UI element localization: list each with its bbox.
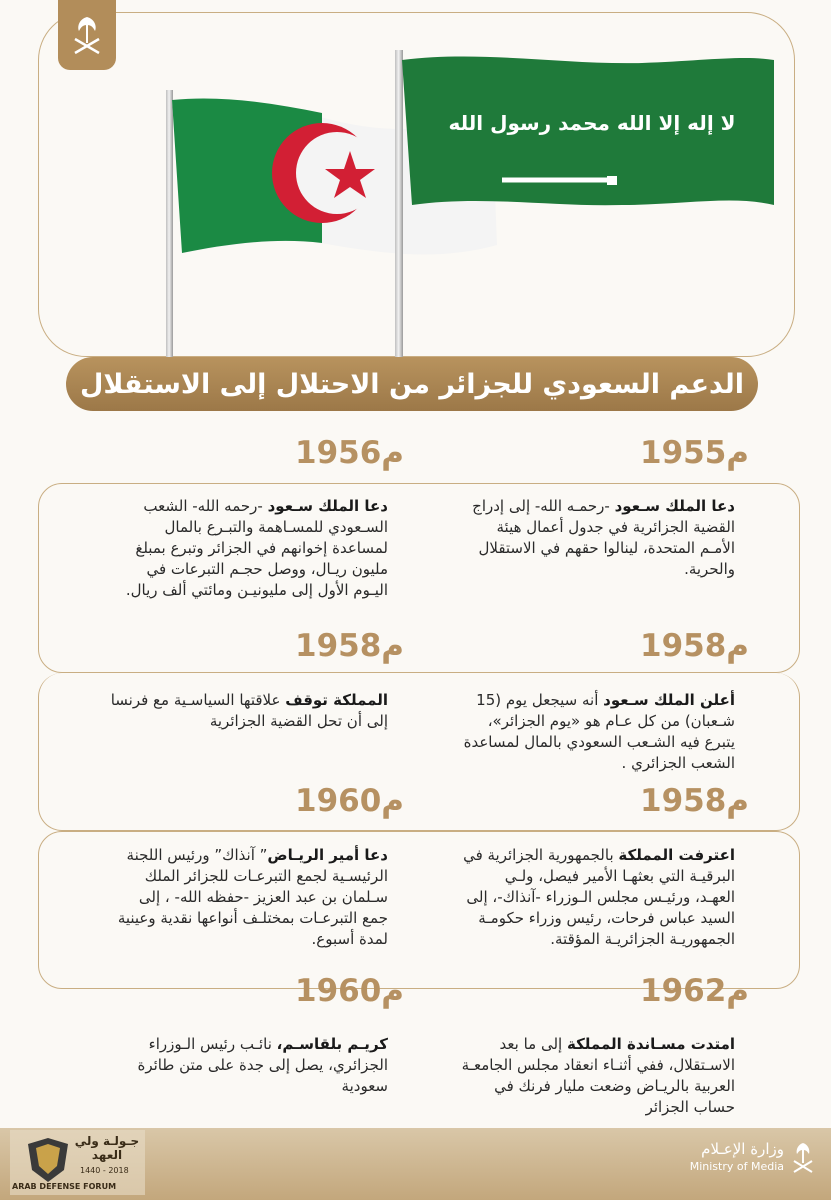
year-1958c: 1958م (640, 783, 750, 819)
entry-1962 (460, 1034, 735, 1118)
saudi-flag-shahada: لا إله إلا الله محمد رسول الله (448, 111, 736, 135)
year-1958a: 1958م (640, 628, 750, 664)
entry-1960a (110, 845, 388, 950)
entry-lead: امتدت مسـاندة المملكة (566, 1035, 735, 1053)
ministry-name-en: Ministry of Media (689, 1160, 784, 1173)
page-title: الدعم السعودي للجزائر من الاحتلال إلى الاستقلال (66, 357, 758, 411)
entry-1958b (110, 690, 388, 732)
entry-1956 (110, 496, 388, 601)
entry-lead: أعلن الملك سـعود (603, 691, 735, 709)
year-1958b: 1958م (295, 628, 405, 664)
entry-lead: دعا الملك سـعود (267, 497, 388, 515)
entry-text: نائـب رئيس الـوزراء الجزائري، يصل إلى جدة على متن طائرة سعودية (137, 1035, 388, 1095)
saudi-flag-icon (402, 55, 777, 215)
year-1960b: 1960م (295, 973, 405, 1009)
year-1956: 1956م (295, 435, 405, 471)
ministry-name-ar: وزارة الإعـلام (701, 1140, 784, 1158)
ministry-emblem-icon (790, 1141, 816, 1175)
entry-1955 (460, 496, 735, 580)
entry-text: -رحمه الله- الشعب السـعودي للمسـاهمة والتبـرع بالمال لمساعدة إخوانهم في الجزائر وتبرع بمبلغ مليون ريـال، ووصل حجـم التبرعات في اليـوم الأول إلى مليونيـن ومائتي ألف ريال. (125, 497, 388, 599)
entry-1960b (110, 1034, 388, 1097)
entry-lead: اعترفت المملكة (618, 846, 735, 864)
entry-1958c (460, 845, 735, 950)
entry-1958a (460, 690, 735, 774)
watermark-years: 1440 - 2018 (80, 1166, 129, 1175)
entry-lead: دعا أمير الريـاض (267, 846, 388, 864)
year-1955: 1955م (640, 435, 750, 471)
entry-lead: دعا الملك سـعود (614, 497, 735, 515)
entry-lead: المملكة توقف (285, 691, 388, 709)
year-1960a: 1960م (295, 783, 405, 819)
entry-lead: كريـم بلقاسـم، (276, 1035, 388, 1053)
watermark-title: جـولـة ولي العهد (74, 1134, 140, 1162)
watermark-logo (10, 1130, 145, 1195)
entry-text: -رحمـه الله- إلى إدراج القضية الجزائرية في جدول أعمال هيئة الأمـم المتحدة، لينالوا حقهم في الاستقلال والحرية. (472, 497, 735, 578)
entry-text: أنه سيجعل يوم (15 شـعبان) من كل عـام هو «يوم الجزائر»، يتبرع فيه الشـعب السعودي بالمال لمساعدة الشعب الجزائري . (463, 691, 735, 772)
entry-text: إلى ما بعد الاسـتقلال، ففي أثنـاء انعقاد مجلس الجامعـة العربية بالريـاض وضعت مليار فرنك في حساب الجزائر (461, 1035, 735, 1116)
entry-text: علاقتها السياسـية مع فرنسا إلى أن تحل القضية الجزائرية (110, 691, 388, 730)
watermark-forum: ARAB DEFENSE FORUM (12, 1182, 117, 1191)
ministry-logo (690, 1140, 816, 1176)
year-1962: 1962م (640, 973, 750, 1009)
saudi-emblem-icon (58, 0, 116, 70)
entry-text: بالجمهورية الجزائرية في البرقيـة التي بعثهـا الأمير فيصل، ولـي العهـد، ورئيـس مجلس الـوزراء -آنذاك-، إلى السيد عباس فرحات، رئيس وزراء حكومـة الجمهوريـة الجزائريـة المؤقتة. (463, 846, 735, 948)
entry-text: ” آنذاك” ورئيس اللجنة الرئيسـية لجمع التبرعـات للجزائر الملك سـلمان بن عبد العزيز -حفظه الله- ، إلى جمع التبرعـات بمختلـف أنواعها نقدية وعينية لمدة أسبوع. (117, 846, 388, 948)
